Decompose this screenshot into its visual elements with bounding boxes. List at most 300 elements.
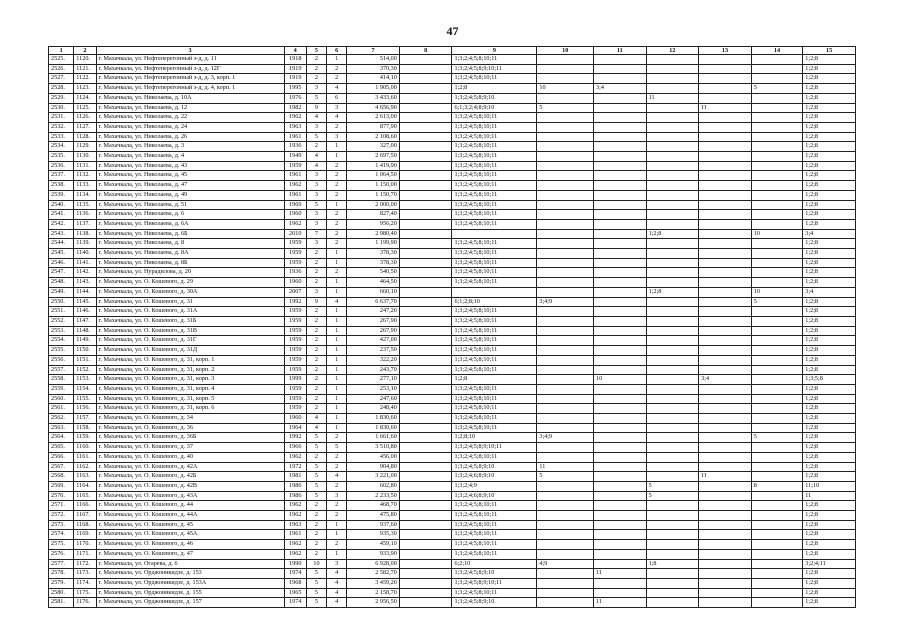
table-cell: 4 <box>306 152 326 162</box>
table-cell: 1974 <box>284 569 306 579</box>
table-cell <box>699 287 752 297</box>
table-cell: 1172. <box>74 559 96 569</box>
table-cell: 5 <box>306 462 326 472</box>
table-cell: 1161. <box>74 452 96 462</box>
table-cell: 2530. <box>49 103 74 113</box>
table-cell <box>537 210 594 220</box>
table-cell: 2 <box>327 511 347 521</box>
table-cell: 2 <box>306 346 326 356</box>
table-cell <box>699 355 752 365</box>
table-cell: 1976 <box>284 93 306 103</box>
table-cell <box>646 375 699 385</box>
table-cell: 1 661,60 <box>347 433 400 443</box>
table-cell <box>399 74 452 84</box>
table-cell <box>594 278 647 288</box>
table-cell: 4 <box>306 423 326 433</box>
table-cell: г. Махачкала, ул. Николаева, д. 12 <box>96 103 284 113</box>
table-cell: 2 <box>327 219 347 229</box>
table-cell: г. Махачкала, ул. О. Кошевого, д. 31, корп. 5 <box>96 394 284 404</box>
table-cell: 378,30 <box>347 258 400 268</box>
table-cell: 1121. <box>74 64 96 74</box>
table-cell <box>594 414 647 424</box>
table-row <box>49 511 856 521</box>
table-cell: 10 <box>751 229 803 239</box>
table-cell <box>399 365 452 375</box>
table-cell <box>537 190 594 200</box>
table-cell: 1;3;2;4;5;8;10;11 <box>452 346 537 356</box>
table-cell <box>537 346 594 356</box>
table-cell <box>594 132 647 142</box>
table-cell <box>537 239 594 249</box>
table-row <box>49 258 856 268</box>
housing-register-table <box>48 46 856 608</box>
table-cell: 2 <box>306 258 326 268</box>
table-cell: 7 <box>306 229 326 239</box>
table-cell: 2 <box>306 375 326 385</box>
table-cell <box>751 355 803 365</box>
table-cell: 6;1;2;8;10 <box>452 297 537 307</box>
table-cell: 1 <box>327 142 347 152</box>
table-cell: 1992 <box>284 433 306 443</box>
table-cell: г. Махачкала, ул. Николаева, д. 4 <box>96 152 284 162</box>
table-cell: 1968 <box>284 578 306 588</box>
table-cell: 4 <box>327 569 347 579</box>
table-cell: 2 613,00 <box>347 113 400 123</box>
table-cell: 2 <box>327 462 347 472</box>
table-cell: 1;2;8 <box>803 384 856 394</box>
table-cell <box>537 268 594 278</box>
table-cell: 2 980,40 <box>347 229 400 239</box>
table-cell <box>537 74 594 84</box>
table-cell: 4;9 <box>537 559 594 569</box>
table-cell <box>699 171 752 181</box>
table-row <box>49 414 856 424</box>
table-cell: 3;4 <box>594 84 647 94</box>
table-cell: 2578. <box>49 569 74 579</box>
table-cell: 1;2;8 <box>803 190 856 200</box>
table-cell: г. Махачкала, ул. О. Кошевого, д. 47 <box>96 549 284 559</box>
table-cell <box>751 249 803 259</box>
table-cell: 602,80 <box>347 481 400 491</box>
table-cell: 1960 <box>284 414 306 424</box>
table-cell: 1;2;8 <box>803 113 856 123</box>
table-cell <box>594 540 647 550</box>
table-cell <box>537 336 594 346</box>
table-row <box>49 55 856 65</box>
table-cell: 1961 <box>284 530 306 540</box>
table-cell <box>399 258 452 268</box>
table-cell <box>537 501 594 511</box>
table-cell: г. Махачкала, ул. О. Кошевого, д. 31Г <box>96 336 284 346</box>
table-cell: 660,10 <box>347 287 400 297</box>
table-cell: 1146. <box>74 307 96 317</box>
table-cell: 1 905,00 <box>347 84 400 94</box>
table-cell <box>594 268 647 278</box>
table-cell: 1936 <box>284 142 306 152</box>
table-cell: 1 <box>327 278 347 288</box>
table-cell: 3;4;9 <box>537 297 594 307</box>
table-cell: 1961 <box>284 171 306 181</box>
table-cell <box>699 74 752 84</box>
table-cell: 3 <box>306 287 326 297</box>
table-cell <box>646 549 699 559</box>
table-cell <box>537 588 594 598</box>
table-cell <box>751 190 803 200</box>
table-cell: 2 <box>306 64 326 74</box>
table-cell: 2564. <box>49 433 74 443</box>
table-cell: г. Махачкала, ул. Николаева, д. 26 <box>96 132 284 142</box>
table-cell <box>699 588 752 598</box>
table-cell: 468,70 <box>347 501 400 511</box>
table-row <box>49 384 856 394</box>
table-cell: 2 <box>306 501 326 511</box>
table-cell: 3 <box>306 219 326 229</box>
table-cell: 2529. <box>49 93 74 103</box>
table-cell <box>646 55 699 65</box>
table-cell <box>537 355 594 365</box>
table-cell: 1 <box>327 549 347 559</box>
table-cell: 4 <box>306 113 326 123</box>
table-cell: г. Махачкала, ул. Николаева, д. 8А <box>96 249 284 259</box>
table-row <box>49 239 856 249</box>
table-cell: 3 <box>327 559 347 569</box>
column-header: 11 <box>594 47 647 55</box>
table-cell: 1123. <box>74 84 96 94</box>
table-cell: г. Махачкала, ул. Николаева, д. 51 <box>96 200 284 210</box>
table-cell: 378,30 <box>347 249 400 259</box>
table-cell: 1959 <box>284 249 306 259</box>
table-cell <box>646 336 699 346</box>
table-cell: 1;2;8 <box>803 472 856 482</box>
table-cell: 370,30 <box>347 64 400 74</box>
table-cell: 1;2;8 <box>452 375 537 385</box>
table-cell: 6;1;3;2;4;8;9;10 <box>452 103 537 113</box>
table-cell: 1156. <box>74 404 96 414</box>
table-cell: 1;3;2;4;5;8;10;11 <box>452 452 537 462</box>
table-cell: 2558. <box>49 375 74 385</box>
column-header: 8 <box>399 47 452 55</box>
table-cell: 1;3;2;4;5;8;9;10 <box>452 93 537 103</box>
table-cell <box>537 569 594 579</box>
table-cell: 2 <box>327 190 347 200</box>
table-cell: 2538. <box>49 181 74 191</box>
table-cell: 1;2;8 <box>803 74 856 84</box>
table-cell <box>751 414 803 424</box>
table-cell <box>751 578 803 588</box>
table-cell: 11 <box>699 103 752 113</box>
table-cell: 1145. <box>74 297 96 307</box>
table-cell: 5 <box>646 491 699 501</box>
table-cell: 2 <box>306 404 326 414</box>
table-cell <box>537 443 594 453</box>
table-cell <box>699 598 752 608</box>
table-cell: 1972 <box>284 462 306 472</box>
table-cell <box>537 491 594 501</box>
table-cell <box>751 307 803 317</box>
table-cell: 1;2;8 <box>803 530 856 540</box>
table-cell <box>537 287 594 297</box>
table-cell <box>751 549 803 559</box>
table-cell <box>399 530 452 540</box>
table-cell: 1;2;8 <box>803 511 856 521</box>
table-cell: 2 <box>327 210 347 220</box>
table-cell: 1;2;8 <box>803 588 856 598</box>
table-cell <box>751 520 803 530</box>
table-cell <box>751 316 803 326</box>
table-cell: 2 <box>306 278 326 288</box>
table-cell <box>646 113 699 123</box>
table-cell <box>751 210 803 220</box>
table-cell: 2010 <box>284 229 306 239</box>
table-cell <box>399 239 452 249</box>
table-cell: 1;2;8 <box>452 84 537 94</box>
table-cell: 1154. <box>74 384 96 394</box>
table-cell: 1;2;8 <box>803 336 856 346</box>
table-cell: 2 <box>306 55 326 65</box>
table-cell <box>699 142 752 152</box>
table-cell <box>537 511 594 521</box>
table-cell <box>699 443 752 453</box>
table-cell: 1152. <box>74 365 96 375</box>
table-cell <box>699 64 752 74</box>
table-cell <box>699 511 752 521</box>
table-cell: г. Махачкала, ул. Николаева, д. 8Б <box>96 258 284 268</box>
table-cell <box>699 520 752 530</box>
table-cell <box>646 210 699 220</box>
table-cell: 1169. <box>74 530 96 540</box>
table-cell <box>537 132 594 142</box>
table-cell: 1;2;8 <box>803 84 856 94</box>
table-cell: 1148. <box>74 326 96 336</box>
table-cell: 1962 <box>284 549 306 559</box>
table-cell: 3 459,20 <box>347 578 400 588</box>
table-cell <box>594 74 647 84</box>
table-cell: г. Махачкала, ул. О. Кошевого, д. 37 <box>96 443 284 453</box>
table-cell: 2 <box>306 326 326 336</box>
table-cell: г. Махачкала, ул. О. Кошевого, д. 40 <box>96 452 284 462</box>
table-cell <box>452 229 537 239</box>
table-cell: г. Махачкала, ул. О. Кошевого, д. 36 <box>96 423 284 433</box>
table-cell <box>399 161 452 171</box>
table-cell: 10 <box>751 287 803 297</box>
table-cell: 2561. <box>49 404 74 414</box>
table-cell: 2 <box>306 549 326 559</box>
table-cell <box>537 307 594 317</box>
table-cell: 3 <box>327 103 347 113</box>
table-cell: 1;3;2;4;5;8;10;11 <box>452 520 537 530</box>
table-cell: 2537. <box>49 171 74 181</box>
table-cell: г. Махачкала, ул. Огарева, д. 6 <box>96 559 284 569</box>
table-cell: 2 <box>306 530 326 540</box>
table-cell: 1;3;2;4;5;8;10;11 <box>452 588 537 598</box>
table-cell: 2 <box>327 268 347 278</box>
table-cell: 2536. <box>49 161 74 171</box>
table-cell: 2541. <box>49 210 74 220</box>
table-cell <box>594 346 647 356</box>
table-cell: 1168. <box>74 520 96 530</box>
table-cell: 5 <box>306 433 326 443</box>
table-cell: 1127. <box>74 122 96 132</box>
table-cell <box>399 103 452 113</box>
table-cell: 1969 <box>284 200 306 210</box>
table-cell: г. Махачкала, ул. О. Кошевого, д. 45А <box>96 530 284 540</box>
table-cell <box>646 598 699 608</box>
table-cell <box>537 530 594 540</box>
table-cell: 2563. <box>49 423 74 433</box>
table-cell: 459,10 <box>347 540 400 550</box>
table-cell: 2 108,60 <box>347 132 400 142</box>
table-cell <box>646 365 699 375</box>
table-cell: 247,20 <box>347 307 400 317</box>
table-cell: 1995 <box>284 84 306 94</box>
table-cell: 2569. <box>49 481 74 491</box>
table-cell: 3 510,80 <box>347 443 400 453</box>
table-cell: 1;3;2;4;5;8;10;11 <box>452 365 537 375</box>
table-cell <box>751 122 803 132</box>
table-cell: 2565. <box>49 443 74 453</box>
table-cell <box>699 414 752 424</box>
table-cell: 1;8 <box>646 559 699 569</box>
table-cell <box>399 64 452 74</box>
table-row <box>49 569 856 579</box>
table-cell <box>399 462 452 472</box>
table-cell: 1992 <box>284 297 306 307</box>
table-cell: 1;2;8 <box>803 520 856 530</box>
table-cell: 1;3;2;4;5;8;10;11 <box>452 239 537 249</box>
table-cell: г. Махачкала, ул. О. Кошевого, д. 31Д <box>96 346 284 356</box>
table-cell <box>751 239 803 249</box>
column-header: 9 <box>452 47 537 55</box>
table-cell: 2 <box>306 520 326 530</box>
table-cell: 5 <box>306 588 326 598</box>
table-cell <box>751 113 803 123</box>
table-cell <box>399 578 452 588</box>
table-cell <box>537 316 594 326</box>
table-cell <box>399 297 452 307</box>
table-cell: 3;4 <box>803 287 856 297</box>
table-cell: 1;2;8 <box>803 55 856 65</box>
table-cell: 4 <box>327 84 347 94</box>
table-cell: 1137. <box>74 219 96 229</box>
table-cell: г. Махачкала, ул. О. Кошевого, д. 43А <box>96 491 284 501</box>
table-cell: г. Махачкала, ул. Николаева, д. 49 <box>96 190 284 200</box>
table-cell: 2543. <box>49 229 74 239</box>
table-cell: 5 <box>306 569 326 579</box>
table-cell <box>699 278 752 288</box>
table-cell <box>646 530 699 540</box>
table-cell: 2 <box>306 355 326 365</box>
table-cell: 1153. <box>74 375 96 385</box>
table-cell: г. Махачкала, ул. О. Кошевого, д. 44 <box>96 501 284 511</box>
table-cell: 2553. <box>49 326 74 336</box>
table-cell: 1144. <box>74 287 96 297</box>
table-cell: 1;3;2;4;5;8;10;11 <box>452 210 537 220</box>
table-cell <box>751 501 803 511</box>
table-cell: г. Махачкала, ул. О. Кошевого, д. 31А <box>96 307 284 317</box>
table-cell: 3 <box>306 190 326 200</box>
column-header: 10 <box>537 47 594 55</box>
table-cell: 8 <box>751 481 803 491</box>
table-cell <box>751 559 803 569</box>
table-cell: 2 <box>327 239 347 249</box>
column-header: 4 <box>284 47 306 55</box>
table-cell: 1;2;8 <box>646 287 699 297</box>
table-cell: 1;3;2;4;5;8;10;11 <box>452 278 537 288</box>
table-cell: 11 <box>537 462 594 472</box>
table-cell <box>537 229 594 239</box>
table-cell: г. Махачкала, ул. Николаева, д. 10А <box>96 93 284 103</box>
table-cell: 2531. <box>49 113 74 123</box>
table-cell: 1962 <box>284 540 306 550</box>
table-cell <box>751 452 803 462</box>
table-cell: 1;2;8 <box>803 268 856 278</box>
table-cell: 1;3;2;4;5;8;10;11 <box>452 181 537 191</box>
table-cell: 1949 <box>284 152 306 162</box>
table-cell: 5 <box>751 84 803 94</box>
table-cell <box>699 559 752 569</box>
table-cell: 2 <box>306 268 326 278</box>
table-cell: 1963 <box>284 520 306 530</box>
table-cell <box>537 152 594 162</box>
table-cell: 1;3;2;4;5;8;10;11 <box>452 152 537 162</box>
table-cell: 1;2;8 <box>803 423 856 433</box>
table-cell: 2567. <box>49 462 74 472</box>
table-cell <box>751 598 803 608</box>
table-cell <box>594 384 647 394</box>
table-cell: 2 <box>327 501 347 511</box>
table-cell <box>537 549 594 559</box>
table-cell: 1959 <box>284 316 306 326</box>
table-cell <box>751 278 803 288</box>
table-cell: 937,60 <box>347 520 400 530</box>
table-cell: 11 <box>699 472 752 482</box>
table-cell: 5 <box>306 481 326 491</box>
table-cell: 2 <box>327 452 347 462</box>
table-cell <box>594 258 647 268</box>
table-cell <box>537 278 594 288</box>
table-cell: 1;3;2;4;5;8;10;11 <box>452 268 537 278</box>
table-cell: 2548. <box>49 278 74 288</box>
table-cell: 4 <box>306 161 326 171</box>
table-cell: 2571. <box>49 501 74 511</box>
table-cell <box>646 569 699 579</box>
table-cell: 427,00 <box>347 336 400 346</box>
table-cell <box>399 316 452 326</box>
table-cell: 1155. <box>74 394 96 404</box>
table-cell <box>399 55 452 65</box>
table-cell: 2546. <box>49 258 74 268</box>
table-cell: 2580. <box>49 588 74 598</box>
table-cell: 1986 <box>284 491 306 501</box>
table-cell: 1141. <box>74 258 96 268</box>
table-cell: 5 <box>306 93 326 103</box>
table-cell: 4 <box>327 588 347 598</box>
table-row <box>49 181 856 191</box>
table-cell <box>699 190 752 200</box>
table-cell: 1175. <box>74 588 96 598</box>
table-cell: 2526. <box>49 64 74 74</box>
table-cell <box>537 394 594 404</box>
column-header: 1 <box>49 47 74 55</box>
table-cell <box>646 462 699 472</box>
table-row <box>49 404 856 414</box>
table-cell: 1959 <box>284 336 306 346</box>
table-cell <box>399 181 452 191</box>
table-cell <box>399 472 452 482</box>
table-row <box>49 161 856 171</box>
table-cell <box>646 433 699 443</box>
column-header: 5 <box>306 47 326 55</box>
